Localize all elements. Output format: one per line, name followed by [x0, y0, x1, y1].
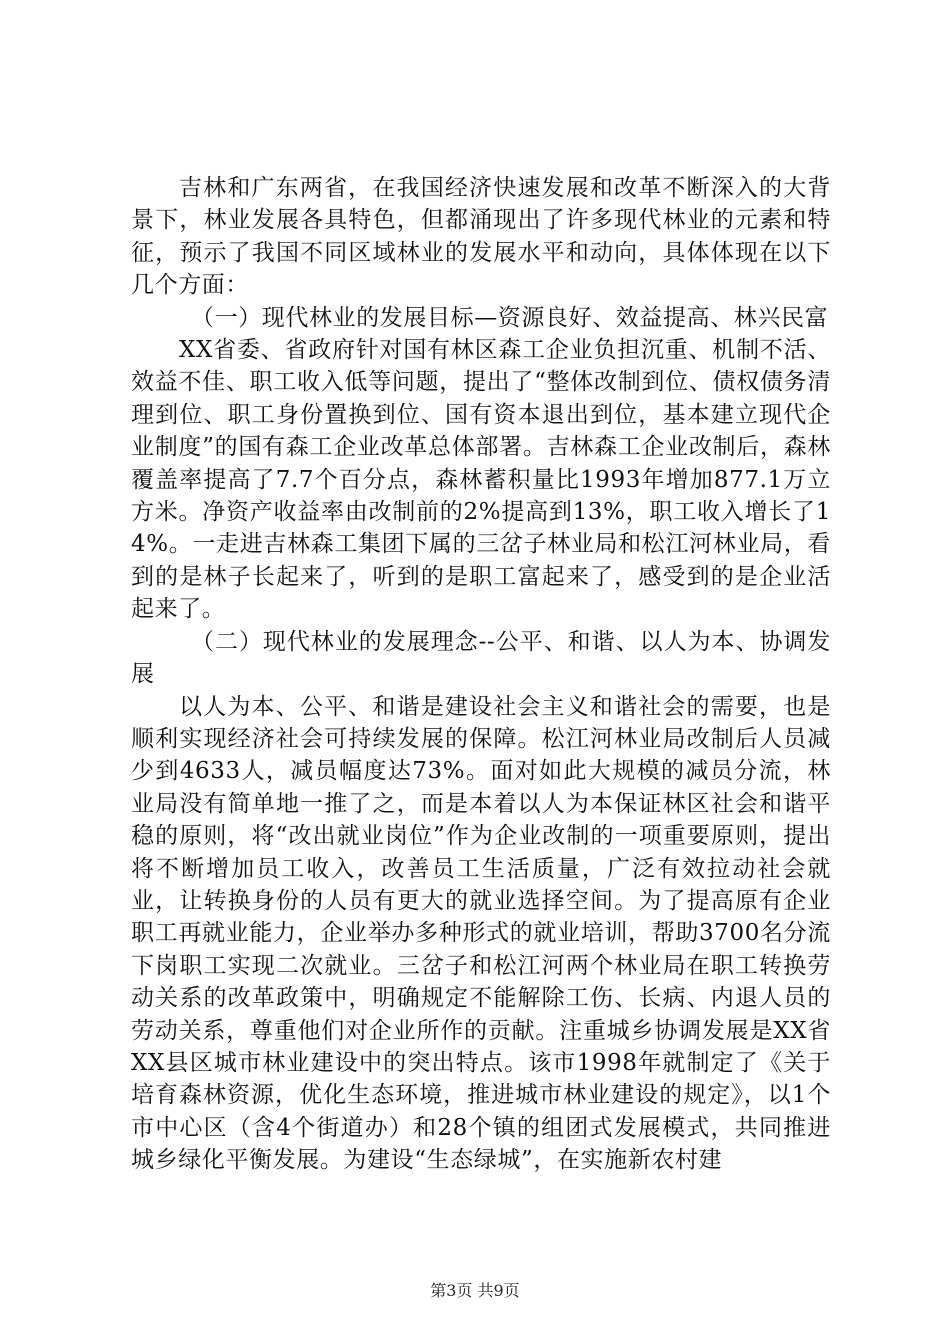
- section-heading-2: （二）现代林业的发展理念--公平、和谐、以人为本、协调发展: [131, 628, 831, 688]
- paragraph-section-2: 以人为本、公平、和谐是建设社会主义和谐社会的需要，也是顺利实现经济社会可持续发展的保障。松江河林业局改制后人员减少到4633人，减员幅度达73%。面对如此大规模的减员分流，林业局没有简单地一推了之，而是本着以人为本保证林区社会和谐平稳的原则，将“改出就业岗位”作为企业改制的一项重要原则，提出将不断增加员工收入，改善员工生活质量，广泛有效拉动社会就业，让转换身份的人员有更大的就业选择空间。为了提高原有企业职工再就业能力，企业举办多种形式的就业培训，帮助3700名分流下岗职工实现二次就业。三岔子和松江河两个林业局在职工转换劳动关系的改革政策中，明确规定不能解除工伤、长病、内退人员的劳动关系，尊重他们对企业所作的贡献。注重城乡协调发展是XX省XX县区城市林业建设中的突出特点。该市1998年就制定了《关于培育森林资源，优化生态环境，推进城市林业建设的规定》，以1个市中心区（含4个街道办）和28个镇的组团式发展模式，共同推进城乡绿化平衡发展。为建设“生态绿城”，在实施新农村建: [131, 693, 831, 1174]
- page-footer: 第3页 共9页: [430, 1281, 520, 1300]
- paragraph-section-1: XX省委、省政府针对国有林区森工企业负担沉重、机制不活、效益不佳、职工收入低等问题，提出了“整体改制到位、债权债务清理到位、职工身份置换到位、国有资本退出到位，基本建立现代企业制度”的国有森工企业改革总体部署。吉林森工企业改制后，森林覆盖率提高了7.7个百分点，森林蓄积量比1993年增加877.1万立方米。净资产收益率由改制前的2%提高到13%，职工收入增长了14%。一走进吉林森工集团下属的三岔子林业局和松江河林业局，看到的是林子长起来了，听到的是职工富起来了，感受到的是企业活起来了。: [131, 337, 831, 623]
- paragraph-intro: 吉林和广东两省，在我国经济快速发展和改革不断深入的大背景下，林业发展各具特色，但都涌现出了许多现代林业的元素和特征，预示了我国不同区域林业的发展水平和动向，具体体现在以下几个方面：: [131, 175, 831, 299]
- section-heading-1: （一）现代林业的发展目标—资源良好、效益提高、林兴民富: [191, 304, 829, 331]
- document-body: [131, 172, 831, 1177]
